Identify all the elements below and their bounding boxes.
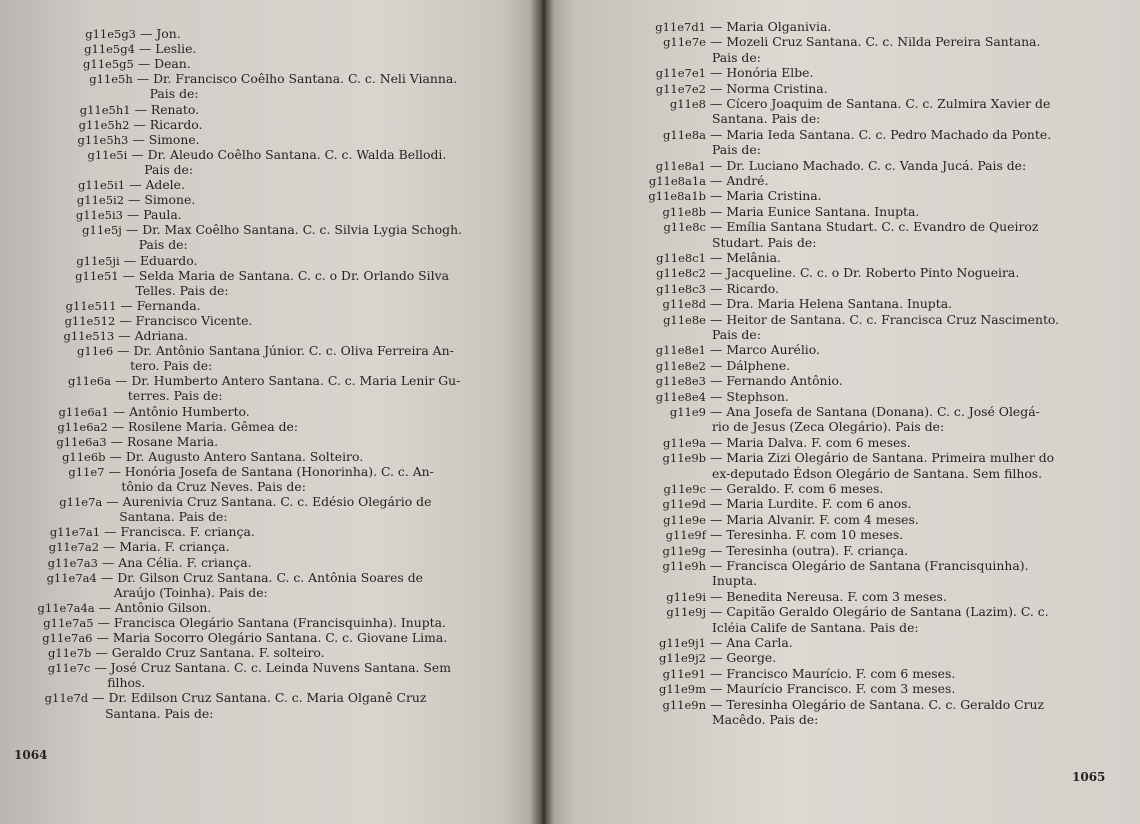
entry-code: g11e7a4	[46, 570, 97, 585]
entry-text: — Maria Cristina.	[710, 188, 822, 204]
genealogy-entry	[642, 650, 776, 666]
genealogy-entry	[642, 435, 911, 451]
entry-text: — Ricardo.	[133, 116, 203, 132]
entry-text: — Dr. Augusto Antero Santana. Solteiro.	[109, 448, 364, 464]
entry-text: — Dra. Maria Helena Santana. Inupta.	[710, 296, 953, 312]
entry-code: g11e9m	[658, 682, 706, 697]
entry-text: — Francisca. F. criança.	[104, 524, 255, 540]
genealogy-entry	[642, 127, 1051, 143]
genealogy-entry	[76, 56, 191, 72]
entry-code: g11e5i	[87, 147, 128, 162]
entry-code: g11e6a3	[56, 434, 107, 449]
entry-code: g11e9j2	[659, 651, 706, 666]
entry-code: g11e8e4	[655, 389, 706, 404]
entry-text: — Dr. Humberto Antero Santana. C. c. Maria Lenir Gu-	[114, 373, 461, 389]
left-page-number: 1064	[14, 748, 48, 762]
entry-text: — Teresinha (outra). F. criança.	[710, 542, 909, 558]
genealogy-entry	[32, 660, 451, 676]
entry-text: — Emília Santana Studart. C. c. Evandro de Queiroz	[710, 219, 1039, 235]
entry-continuation: Pais de:	[712, 327, 761, 342]
genealogy-entry	[642, 296, 952, 312]
entry-text: — Maria Alvanir. F. com 4 meses.	[710, 511, 919, 527]
entry-continuation: Pais de:	[712, 142, 761, 158]
entry-code: g11e5i3	[75, 208, 123, 223]
genealogy-entry	[642, 312, 1059, 328]
entry-text: — Maria. F. criança.	[103, 539, 230, 555]
right-page-number: 1065	[1072, 770, 1106, 784]
entry-text: — Benedita Nereusa. F. com 3 meses.	[710, 588, 947, 604]
book-gutter	[530, 0, 554, 824]
entry-text: — Fernando Antônio.	[710, 373, 843, 389]
entry-text: — Antônio Humberto.	[112, 403, 250, 419]
genealogy-entry	[642, 81, 828, 97]
entry-text: — Ana Célia. F. criança.	[101, 554, 252, 570]
entry-text: — Leslie.	[138, 41, 197, 57]
entry-code: g11e5h	[89, 72, 133, 87]
entry-continuation: Inupta.	[712, 573, 758, 589]
genealogy-entry	[67, 177, 185, 193]
entry-text: — Adele.	[129, 177, 185, 192]
entry-text: — Cícero Joaquim de Santana. C. c. Zulmira Xavier de	[710, 96, 1051, 111]
genealogy-entry	[642, 188, 822, 204]
entry-text: — Jon.	[140, 26, 181, 41]
entry-text: — Fernanda.	[120, 297, 201, 313]
entry-text: — Maria Zizi Olegário de Santana. Primeira mulher do	[710, 450, 1055, 466]
entry-text: — Marco Aurélio.	[710, 342, 820, 358]
entry-text: — Simone.	[128, 192, 196, 208]
entry-code: g11e6a1	[58, 404, 109, 419]
entry-text: — Dean.	[137, 56, 191, 72]
genealogy-entry	[57, 313, 252, 329]
entry-continuation: terres. Pais de:	[127, 388, 223, 404]
entry-code: g11e6a2	[57, 419, 108, 434]
entry-continuation: rio de Jesus (Zeca Olegário). Pais de:	[712, 419, 945, 435]
genealogy-entry	[642, 481, 883, 497]
entry-text: — George.	[710, 650, 777, 666]
entry-continuation: Studart. Pais de:	[712, 234, 817, 250]
entry-text: — Maria Eunice Santana. Inupta.	[710, 203, 920, 219]
entry-continuation: Pais de:	[149, 86, 199, 102]
genealogy-entry	[642, 450, 1054, 466]
genealogy-entry	[39, 570, 423, 586]
entry-code: g11e7a5	[43, 615, 94, 630]
entry-text: — Eduardo.	[123, 252, 198, 268]
entry-code: g11e8a	[663, 127, 706, 142]
genealogy-entry	[41, 539, 230, 555]
entry-text: — Honória Josefa de Santana (Honorinha). C. c. An-	[108, 463, 434, 479]
genealogy-entry	[66, 192, 195, 208]
entry-code: g11e9d	[662, 497, 706, 512]
entry-text: — Maria Socorro Olegário Santana. C. c. Giovane Lima.	[96, 630, 448, 645]
entry-code: g11e513	[63, 329, 115, 343]
entry-continuation: Santana. Pais de:	[712, 111, 821, 127]
genealogy-entry	[642, 496, 911, 512]
entry-code: g11e5g4	[84, 42, 135, 57]
entry-continuation: Pais de:	[138, 237, 188, 253]
entry-continuation: Icléia Calife de Santana. Pais de:	[712, 619, 919, 635]
entry-code: g11e7a4a	[37, 600, 95, 615]
genealogy-entry	[44, 494, 431, 510]
genealogy-entry	[46, 464, 433, 480]
entry-code: g11e511	[65, 298, 117, 313]
genealogy-entry	[642, 96, 1050, 112]
entry-continuation: Araújo (Toinha). Pais de:	[113, 584, 268, 600]
entry-text: — Melânia.	[710, 250, 781, 265]
entry-text: — Dr. Max Coêlho Santana. C. c. Silvia Lygia Schogh.	[125, 222, 463, 238]
entry-code: g11e7d	[44, 691, 89, 706]
entry-text: — Maurício Francisco. F. com 3 meses.	[710, 681, 956, 697]
entry-text: — Simone.	[132, 131, 200, 147]
genealogy-entry	[642, 358, 790, 374]
genealogy-entry	[642, 697, 1044, 713]
entry-text: — Ricardo.	[710, 280, 779, 296]
genealogy-entry	[642, 34, 1040, 50]
genealogy-entry	[35, 630, 448, 646]
entry-code: g11e8b	[662, 204, 706, 219]
entry-code: g11e7e2	[655, 81, 706, 96]
entry-text: — Geraldo. F. com 6 meses.	[710, 481, 884, 496]
genealogy-entry	[75, 71, 457, 87]
entry-code: g11e9h	[662, 559, 706, 573]
entry-code: g11e9j1	[659, 636, 706, 650]
entry-text: — Renato.	[134, 101, 200, 117]
genealogy-entry	[642, 204, 919, 220]
entry-code: g11e5i1	[78, 178, 126, 192]
entry-code: g11e7a2	[48, 540, 100, 555]
entry-text: — Capitão Geraldo Olegário de Santana (Lazim). C. c.	[710, 604, 1049, 620]
genealogy-entry	[48, 449, 364, 465]
entry-text: — Heitor de Santana. C. c. Francisca Cruz Nascimento.	[710, 311, 1060, 327]
entry-code: g11e5j	[82, 223, 122, 238]
entry-text: — Ana Carla.	[710, 635, 793, 650]
entry-code: g11e5g3	[85, 27, 136, 41]
entry-text: — José Cruz Santana. C. c. Leinda Nuvens Santana. Sem	[94, 660, 451, 676]
entry-continuation: tônio da Cruz Neves. Pais de:	[121, 479, 306, 494]
genealogy-entry	[40, 555, 252, 571]
entry-code: g11e7a1	[49, 525, 101, 540]
entry-text: — Norma Cristina.	[710, 80, 828, 96]
entry-code: g11e8a1a	[648, 174, 706, 188]
entry-code: g11e6b	[62, 449, 106, 464]
genealogy-entry	[69, 147, 446, 163]
genealogy-entry	[642, 527, 903, 543]
entry-code: g11e8c3	[656, 281, 706, 296]
genealogy-entry	[642, 373, 843, 389]
genealogy-entry	[642, 558, 1029, 574]
entry-text: — Francisco Maurício. F. com 6 meses.	[710, 665, 956, 681]
entry-continuation: Santana. Pais de:	[119, 509, 228, 525]
entry-code: g11e7c	[47, 661, 91, 676]
entry-code: g11e8e3	[655, 374, 706, 389]
genealogy-entry	[33, 645, 324, 661]
entry-text: — Selda Maria de Santana. C. c. o Dr. Orlando Silva	[122, 267, 449, 283]
entry-code: g11e9f	[665, 528, 706, 543]
entry-code: g11e9a	[663, 435, 706, 450]
entry-text: — Dr. Aleudo Coêlho Santana. C. c. Walda Bellodi.	[131, 146, 447, 162]
genealogy-entry	[642, 158, 1026, 174]
entry-code: g11e7a3	[47, 555, 98, 570]
entry-code: g11e8a1b	[648, 189, 706, 204]
entry-text: — Stephson.	[710, 388, 789, 404]
genealogy-entry	[71, 117, 202, 133]
entry-code: g11e8	[669, 97, 706, 111]
left-page	[0, 0, 540, 824]
entry-text: — Francisco Vicente.	[119, 312, 253, 328]
entry-continuation: Pais de:	[712, 49, 761, 65]
entry-text: — Dr. Francisco Coêlho Santana. C. c. Neli Vianna.	[136, 71, 458, 87]
entry-code: g11e9e	[663, 512, 706, 527]
genealogy-entry	[642, 604, 1049, 620]
genealogy-entry	[642, 681, 955, 697]
genealogy-entry	[642, 512, 919, 528]
entry-text: — Maria Olganivia.	[710, 19, 832, 34]
entry-text: — Honória Elbe.	[710, 65, 814, 81]
genealogy-entry	[642, 543, 908, 559]
genealogy-entry	[62, 253, 198, 269]
entry-text: — Ana Josefa de Santana (Donana). C. c. José Olegá-	[710, 404, 1040, 419]
entry-code: g11e7a	[59, 495, 103, 510]
genealogy-entry	[642, 219, 1038, 235]
entry-code: g11e5ji	[76, 253, 120, 268]
entry-code: g11e6	[77, 344, 114, 359]
entry-code: g11e9b	[662, 451, 706, 466]
genealogy-entry	[37, 600, 212, 616]
entry-text: — Antônio Gilson.	[98, 599, 212, 615]
entry-code: g11e91	[662, 666, 706, 681]
entry-continuation: filhos.	[107, 675, 146, 691]
entry-continuation: tero. Pais de:	[130, 358, 213, 374]
entry-code: g11e7	[68, 464, 105, 479]
entry-code: g11e8e2	[655, 358, 706, 373]
entry-continuation: ex-deputado Édson Olegário de Santana. Sem filhos.	[712, 465, 1043, 481]
entry-code: g11e51	[75, 268, 119, 283]
entry-code: g11e7a6	[42, 631, 93, 645]
entry-text: — Rosilene Maria. Gêmea de:	[111, 418, 299, 434]
genealogy-entry	[64, 222, 462, 238]
entry-code: g11e8e	[663, 312, 706, 327]
entry-code: g11e9j	[666, 605, 706, 620]
entry-code: g11e8c	[663, 220, 706, 235]
genealogy-entry	[73, 102, 200, 118]
entry-text: — Maria Dalva. F. com 6 meses.	[710, 434, 911, 450]
genealogy-entry	[55, 343, 454, 359]
entry-text: — Geraldo Cruz Santana. F. solteiro.	[95, 645, 325, 661]
genealogy-entry	[642, 173, 768, 189]
entry-text: — Aurenivia Cruz Santana. C. c. Edésio Olegário de	[106, 494, 432, 510]
entry-text: — Rosane Maria.	[110, 433, 219, 449]
entry-code: g11e512	[64, 313, 116, 328]
entry-text: — Francisca Olegário Santana (Francisquinha). Inupta.	[97, 614, 446, 630]
entry-text: — Mozeli Cruz Santana. C. c. Nilda Pereira Santana.	[710, 34, 1041, 50]
entry-text: — Maria Lurdite. F. com 6 anos.	[710, 496, 912, 512]
genealogy-entry	[56, 328, 188, 344]
genealogy-entry	[642, 666, 955, 682]
genealogy-entry	[42, 524, 255, 540]
entry-text: — Dr. Luciano Machado. C. c. Vanda Jucá. Pais de:	[710, 157, 1027, 173]
genealogy-entry	[642, 342, 820, 358]
entry-text: — Dr. Edilson Cruz Santana. C. c. Maria Olganê Cruz	[92, 690, 427, 706]
entry-code: g11e5h3	[77, 132, 129, 147]
entry-text: — Maria Ieda Santana. C. c. Pedro Machado da Ponte.	[710, 126, 1052, 142]
entry-continuation: Telles. Pais de:	[135, 282, 229, 298]
entry-code: g11e9n	[662, 697, 706, 712]
genealogy-entry	[61, 268, 449, 284]
entry-code: g11e8c1	[656, 251, 706, 265]
genealogy-entry	[58, 298, 200, 314]
genealogy-entry	[642, 250, 781, 266]
entry-continuation: Pais de:	[144, 161, 194, 177]
entry-continuation: Santana. Pais de:	[105, 705, 214, 721]
entry-text: — Adriana.	[118, 328, 189, 343]
entry-code: g11e9c	[663, 482, 706, 496]
genealogy-entry	[36, 615, 446, 631]
entry-text: — Dr. Antônio Santana Júnior. C. c. Oliva Ferreira An-	[117, 343, 454, 359]
entry-text: — Francisca Olegário de Santana (Francisquinha).	[710, 558, 1029, 573]
entry-code: g11e5h1	[79, 102, 131, 117]
genealogy-entry	[642, 404, 1040, 420]
genealogy-entry	[642, 19, 831, 35]
right-page	[545, 0, 1140, 824]
entry-code: g11e9g	[662, 543, 706, 558]
genealogy-entry	[65, 207, 182, 223]
genealogy-entry	[30, 690, 426, 706]
entry-continuation: Macêdo. Pais de:	[712, 712, 819, 727]
genealogy-entry	[77, 41, 196, 57]
entry-code: g11e5g5	[83, 57, 134, 72]
entry-code: g11e9i	[666, 589, 706, 604]
entry-code: g11e8d	[662, 297, 706, 312]
entry-text: — Teresinha Olegário de Santana. C. c. Geraldo Cruz	[710, 696, 1045, 712]
genealogy-entry	[642, 389, 789, 405]
genealogy-entry	[50, 419, 298, 435]
entry-code: g11e7b	[47, 646, 92, 661]
genealogy-entry	[642, 265, 1019, 281]
entry-text: — Paula.	[126, 207, 182, 223]
entry-code: g11e7d1	[655, 20, 706, 34]
genealogy-entry	[642, 65, 813, 81]
genealogy-entry	[53, 373, 460, 389]
entry-code: g11e6a	[68, 374, 111, 389]
entry-text: — Dr. Gilson Cruz Santana. C. c. Antônia Soares de	[100, 569, 423, 585]
entry-code: g11e9	[669, 405, 706, 419]
entry-code: g11e8a1	[655, 158, 706, 173]
genealogy-entry	[642, 281, 779, 297]
entry-code: g11e8c2	[656, 266, 706, 281]
entry-code: g11e5i2	[76, 193, 125, 208]
genealogy-entry	[51, 404, 250, 420]
entry-text: — André.	[710, 173, 769, 188]
entry-text: — Jacqueline. C. c. o Dr. Roberto Pinto Nogueira.	[710, 265, 1020, 281]
genealogy-entry	[49, 434, 218, 450]
entry-code: g11e8e1	[655, 343, 706, 358]
genealogy-entry	[642, 589, 947, 605]
genealogy-entry	[70, 132, 199, 148]
entry-code: g11e5h2	[78, 117, 130, 132]
entry-code: g11e7e	[663, 35, 706, 50]
entry-text: — Teresinha. F. com 10 meses.	[710, 527, 904, 543]
genealogy-entry	[642, 635, 793, 651]
entry-code: g11e7e1	[655, 66, 706, 81]
genealogy-entry	[78, 26, 181, 42]
entry-text: — Dálphene.	[710, 357, 791, 373]
